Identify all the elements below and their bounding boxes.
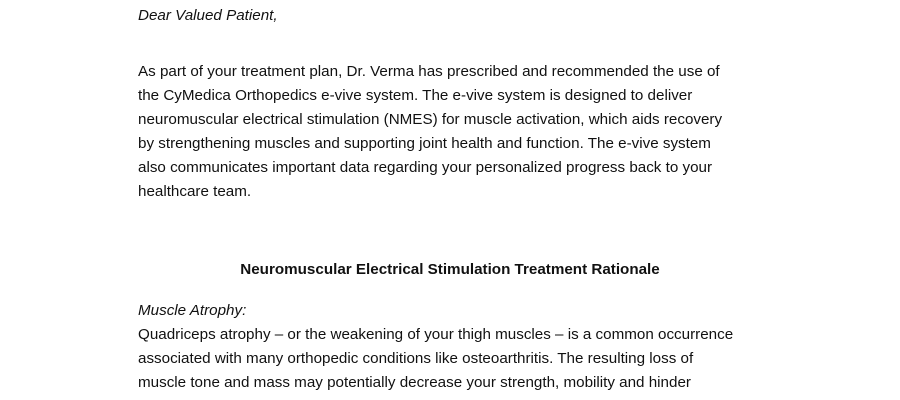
- intro-paragraph: As part of your treatment plan, Dr. Verma has prescribed and recommended the use of the CyMedica Orthopedics e-vive system. The e-vive system is designed to deliver neuromuscular electrical stimulation (NMES) for muscle activation, which aids recovery by strengthening muscles and supporting joint health and function. The e-vive system also communicates important data regarding your personalized progress back to your healthcare team.: [138, 63, 723, 200]
- section-title: Neuromuscular Electrical Stimulation Treatment Rationale: [240, 261, 660, 278]
- muscle-atrophy-paragraph: Quadriceps atrophy – or the weakening of your thigh muscles – is a common occurrence associated with many orthopedic conditions like osteoarthritis. The resulting loss of muscle tone and mass may potentially decrease your strength, mobility and hinder: [138, 326, 734, 391]
- muscle-atrophy-subheading: Muscle Atrophy:: [138, 302, 247, 319]
- salutation: Dear Valued Patient,: [138, 7, 278, 24]
